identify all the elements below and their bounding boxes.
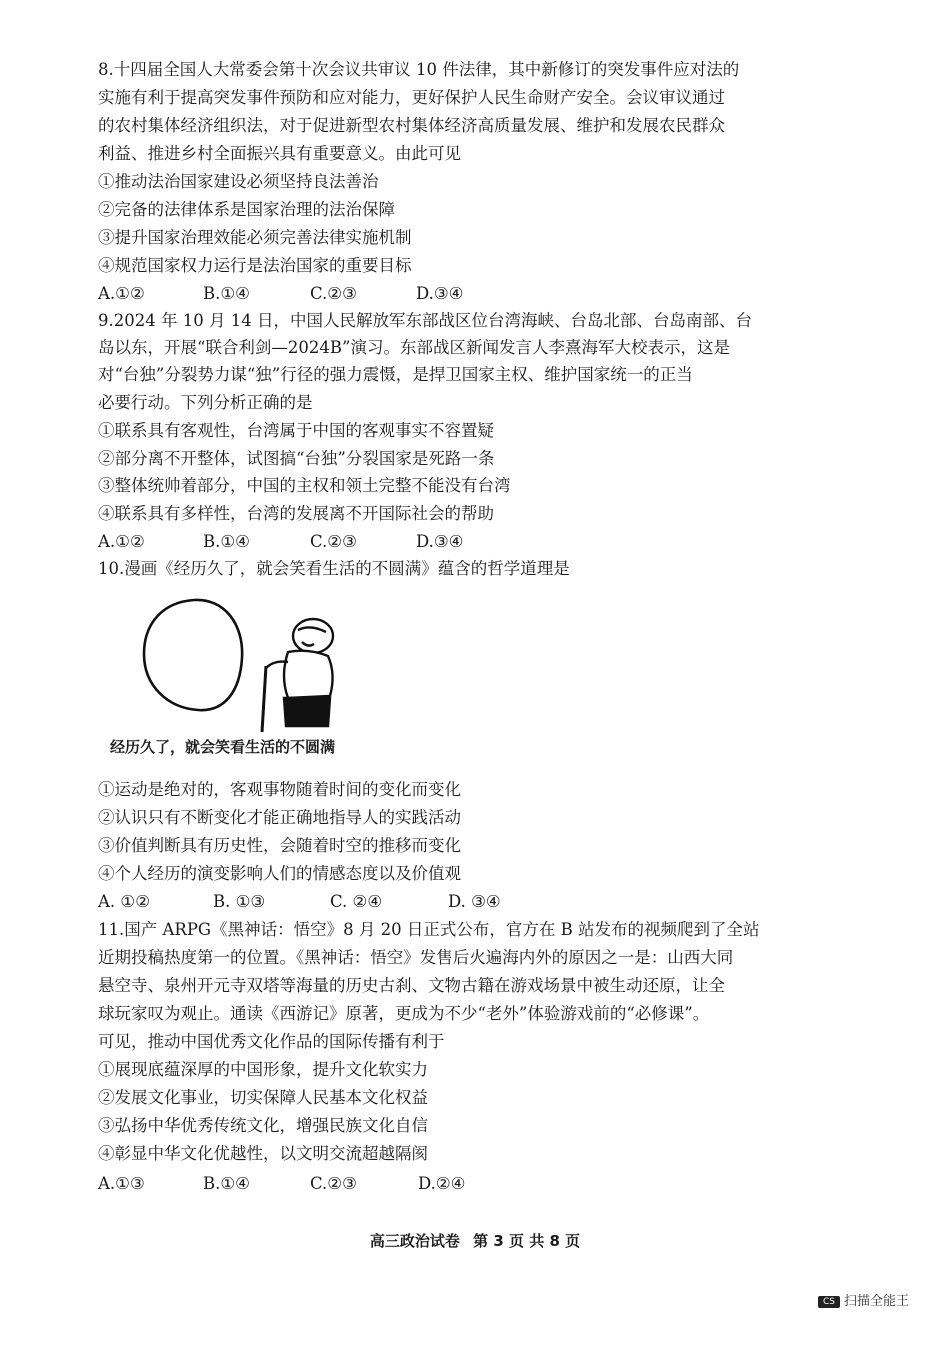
q8-item: ②完备的法律体系是国家治理的法治保障: [98, 200, 395, 219]
q9-item: ③整体统帅着部分，中国的主权和领土完整不能没有台湾: [98, 476, 511, 495]
q8-stem-line: 实施有利于提高突发事件预防和应对能力，更好保护人民生命财产安全。会议审议通过: [98, 88, 725, 107]
q10-item: ③价值判断具有历史性，会随着时空的推移而变化: [98, 836, 461, 855]
q11-option-d: D.②④: [418, 1174, 466, 1193]
q9-option-d: D.③④: [416, 532, 464, 551]
q9-item: ④联系具有多样性，台湾的发展离不开国际社会的帮助: [98, 504, 494, 523]
q8-option-a: A.①②: [98, 284, 145, 303]
q8-item: ①推动法治国家建设必须坚持良法善治: [98, 172, 379, 191]
q8-stem-line: 的农村集体经济组织法，对于促进新型农村集体经济高质量发展、维护和发展农民群众: [98, 116, 725, 135]
scanner-watermark: [818, 1290, 909, 1309]
q11-stem-line: 可见，推动中国优秀文化作品的国际传播有利于: [98, 1032, 445, 1051]
q10-option-a: A. ①②: [98, 892, 150, 911]
q10-item: ①运动是绝对的，客观事物随着时间的变化而变化: [98, 780, 461, 799]
q9-item: ②部分离不开整体，试图搞“台独”分裂国家是死路一条: [98, 449, 495, 468]
q11-item: ①展现底蕴深厚的中国形象，提升文化软实力: [98, 1060, 428, 1079]
q8-stem-line: 利益、推进乡村全面振兴具有重要意义。由此可见: [98, 144, 461, 163]
imperfect-circle: [144, 600, 242, 710]
cartoon-illustration: [138, 594, 348, 734]
q8-item: ③提升国家治理效能必须完善法律实施机制: [98, 228, 412, 247]
q9-item: ①联系具有客观性，台湾属于中国的客观事实不容置疑: [98, 421, 494, 440]
q8-item: ④规范国家权力运行是法治国家的重要目标: [98, 256, 412, 275]
q9-stem-line: 对“台独”分裂势力谋“独”行径的强力震慑，是捍卫国家主权、维护国家统一的正当: [98, 365, 693, 384]
q9-option-a: A.①②: [98, 532, 145, 551]
q9-option-c: C.②③: [310, 532, 357, 551]
q9-stem-line: 岛以东，开展“联合利剑—2024B”演习。东部战区新闻发言人李熹海军大校表示，这是: [98, 338, 730, 357]
q11-option-a: A.①③: [98, 1174, 145, 1193]
q11-option-c: C.②③: [310, 1174, 357, 1193]
q9-stem-line: 必要行动。下列分析正确的是: [98, 393, 313, 412]
q9-option-b: B.①④: [203, 532, 250, 551]
q9-stem-line: 9.2024 年 10 月 14 日，中国人民解放军东部战区位台湾海峡、台岛北部、台岛南部、台: [98, 311, 752, 330]
q11-item: ④彰显中华文化优越性，以文明交流超越隔阂: [98, 1144, 428, 1163]
exam-title: 高三政治试卷: [369, 1232, 460, 1250]
q11-item: ③弘扬中华优秀传统文化，增强民族文化自信: [98, 1116, 428, 1135]
scanner-watermark-text: 扫描全能王: [844, 1294, 910, 1309]
q11-stem-line: 悬空寺、泉州开元寺双塔等海量的历史古刹、文物古籍在游戏场景中被生动还原，让全: [98, 976, 725, 995]
scanner-logo-icon: CS: [818, 1296, 840, 1308]
q11-item: ②发展文化事业，切实保障人民基本文化权益: [98, 1088, 428, 1107]
q10-option-b: B. ①③: [213, 892, 266, 911]
q8-stem-line: 8.十四届全国人大常委会第十次会议共审议 10 件法律，其中新修订的突发事件应对法的: [98, 60, 740, 79]
q10-option-c: C. ②④: [330, 892, 383, 911]
old-man-figure: [262, 619, 333, 732]
page-footer: [0, 1230, 950, 1251]
q10-stem-line: 10.漫画《经历久了，就会笑看生活的不圆满》蕴含的哲学道理是: [98, 559, 570, 578]
cartoon-caption: 经历久了，就会笑看生活的不圆满: [110, 738, 336, 756]
q11-stem-line: 球玩家叹为观止。通读《西游记》原著，更成为不少“老外”体验游戏前的“必修课”。: [98, 1004, 710, 1023]
q8-option-b: B.①④: [203, 284, 250, 303]
q10-option-d: D. ③④: [448, 892, 501, 911]
q10-item: ④个人经历的演变影响人们的情感态度以及价值观: [98, 864, 461, 883]
q8-option-c: C.②③: [310, 284, 357, 303]
q11-stem-line: 近期投稿热度第一的位置。《黑神话：悟空》发售后火遍海内外的原因之一是：山西大同: [98, 948, 734, 967]
q10-item: ②认识只有不断变化才能正确地指导人的实践活动: [98, 808, 461, 827]
page-number: 第 3 页 共 8 页: [473, 1232, 581, 1250]
q11-option-b: B.①④: [203, 1174, 250, 1193]
q11-stem-line: 11.国产 ARPG《黑神话：悟空》8 月 20 日正式公布，官方在 B 站发布的视频爬到了全站: [98, 920, 760, 939]
q8-option-d: D.③④: [416, 284, 464, 303]
